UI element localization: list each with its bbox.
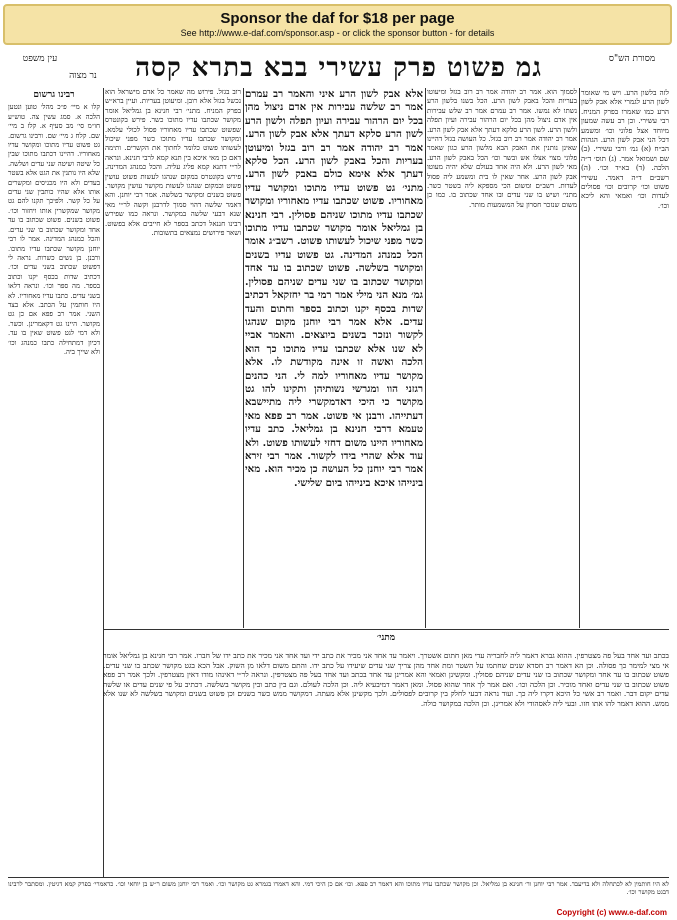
page-header <box>8 52 669 86</box>
ein-mishpat-column <box>8 88 100 878</box>
rabbeinu-gershom-heading: רבינו גרשום <box>33 90 75 100</box>
page-title: גמ פשוט פרק עשירי בבא בתרא קסה <box>135 53 542 83</box>
column-divider <box>425 88 426 628</box>
mishnah-marker: מתני׳ <box>376 633 396 643</box>
masoret-hashas-text: לזה בלשון הרע. ויש מי שאומר לשון הרע לגמרי אלא אבק לשון הרע כמו שאמרו בפרק המניח. רבי עשירי. וכן רב עשה שמעון מיוחד אצל פלוני וכו׳ ומשמע דכל הני אבק לשון הרע. הגהות הב״ח (א) גמ׳ ורבי עשירי. (ב) שם ושמואל אמר. (ג) תוס׳ ד״ה הלכה. (ד) בא״ד וכו׳. (ה) רשב״ם ד״ה דאמר. עשירי פשוט וכו׳ קרובים וכו׳ פסולים לעדות וכו׳ ואמאי והא ליכא וכו׳. <box>581 88 669 210</box>
masoret-hashas-column <box>581 88 669 628</box>
column-divider <box>579 88 580 628</box>
commentary-bottom-text: בכתב ועד אחד בעל פה מצטרפין. ההוא גברא דאמר ליה לחבריה עדי מאן חתום אשטרך. ויאמר עד אחד אני מכיר את כתב ידי ועד אחד אני מכיר את כתב ידו של חברו. אמר רבי חנינא בן גמליאל אומר אי מצי למימר כך פסולה. וכן הא דאמר רב חסדא שנים שחתמו על השטר ומת אחד מהן צריך שני עדים שיעידו על כתב ידו. והתם משום דלאו מן השוק. אבל הכא בגט מקושר שכתב בו שני עדים. פשוט שכתוב בו עד אחד ומקושר שכתוב בו שני עדים שניהם פסולין. ומקשינן ואמאי והא אמרינן עד אחד בכתב ועד אחד בעל פה מצטרפין. ונראה לר״י דאינהו מודו דאין מצטרפין. ולכך אמר רב פפא פשוט שכתוב בו שני עדים ואחד מוכיר. וכן הלכה וכו׳. ואם אמר לך אחד שהוא פסול. ומאן דאמר דמיבעיא ליה. וכן הלכה לעולם. וגם בין כתב ובין מקושר בשלשה. דכתיב על פי שנים עדים או שלשה עדים יקום דבר. ואמר רב אשי כל היכא דקרו ליה כך. ועוד נראה דבעי לחלק בין קרובים לפסולים. ולכך מקשינן אלא מעתה. דמקושר ממש כשר בשנים וכן פשוט בשנים ומקושר בשלשה לא שנו אלא ממש. ההוא דאמר להו אתו חזו. ובעי ליה לאסהודי ולא אמרינן. וכן הלכה במקושר כולה. <box>103 650 669 708</box>
masoret-hashas-label: מסורת הש"ס <box>608 54 656 64</box>
ner-mitzvah-label: נר מצוה <box>69 71 97 81</box>
horizontal-divider <box>8 877 669 878</box>
sponsor-subtitle[interactable]: See http://www.e-daf.com/sponsor.asp - or click the sponsor button - for details <box>180 28 495 38</box>
tosafot-column <box>105 88 241 628</box>
commentary-bottom-block <box>103 632 669 876</box>
tosafot-text: רוב בגזל. פירוש מה שאמר כל אדם מישראל הוא נכשל בגזל אלא רובן. ומיעוטן בעריות. ועיין ברא״ש בפרק המניח. מתני׳ רבי חנינא בן גמליאל אומר מקושר שכתבו עדיו מתוכו כשר. פירש בקונטרס שפשוט שכתבו עדיו מאחוריו פסול לכולי עלמא. ומקושר שכתבו עדיו מתוכו כשר מפני שיכול לעשותו פשוט כלומר לחתוך את הקשרים. ותימה דאם כן מאי איכא בין תנא קמא לרבי חנינא. ונראה לר״י דתנא קמא פליג עליה. והכל כמנהג המדינה. פירש בקונטרס במקום שנהגו לעשות פשוט עושין פשוט ובמקום שנהגו לעשות מקושר עושין מקושר. פשוט בשנים ומקושר בשלשה. אמר רבי יוחנן. והא דאמר שלשה דהוי סמוך לדרבנן וקשה לר״י מאי שנא דבעי שלשה במקושר. ונראה כמו שפירש רבינו חננאל דכתב בספר לא חייבים אלא בפשוט. ושאר פירושים נמצאים בתשובות. <box>105 88 241 238</box>
sponsor-title[interactable]: Sponsor the daf for $18 per page <box>220 10 455 27</box>
horizontal-divider <box>103 629 669 630</box>
talmud-page <box>8 52 669 902</box>
ein-mishpat-text: קלו א מיי׳ פ״כ מהל׳ טוען ונטען הלכה א. סמג עשין צה. טוש״ע חו״מ סי׳ מב סעיף א. קלז ב מיי׳ שם. קלח ג מיי׳ שם. ורבינו גרשום. גט פשוט עדיו מתוכו ומקושר עדיו מאחוריו. דהיינו דכתבו מתוכו שבין כל שיטה ושיטה שני עדים ושלשה. שלא היו נותנין את הגט אלא בשטר בעדים ולא היו מכניסים ומקשרים אותו אלא שהיו כותבין שני עדים על כל קשר. ולפיכך תקנו להם גט מקושר שמקשרין אותו ויחזור וכו׳. פשוט בשנים. פשוט שכתוב בו עד אחד ומקושר שכתוב בו שני עדים. והכל כמנהג המדינה. אמר לו רבי יוחנן מקושר שכתבו עדיו מתוכו. ורבנן. בן נשים כשרות. נראה לי דפשוט שכתוב בשני עדים וכו׳. דכתיב שדות בכסף יקנו וכתוב בספר. מה ספר וכו׳. ונראה דלאו בשני עדים. כתבו עדיו מאחוריו. לא היו חותמין על הכתב. אלא בצד השני. אמר רב פפא אם כן גט מקושר. היינו גט דקאמרינן. וכשר. ולא דמי לגט פשוט שאין בו עד. דכיון דמתחילה כתבו כמנהג וכו׳ ולא שייך ביה. <box>8 103 100 356</box>
ein-mishpat-label: עין משפט <box>22 54 58 64</box>
gemara-text: אלא אבק לשון הרע איני והאמר רב עמרם אמר רב שלשה עבירות אין אדם ניצול מהן בכל יום הרהור עבירה ועיון תפלה ולשון הרע לשון הרע סלקא דעתך אלא אבק לשון הרע. אמר רב יהודה אמר רב רוב בגזל ומיעוטן בעריות והכל באבק לשון הרע. הכל סלקא דעתך אלא אימא כולם באבק לשון הרע. מתני׳ גט פשוט עדיו מתוכו ומקושר עדיו מאחוריו. פשוט שכתבו עדיו מאחוריו ומקושר שכתבו עדיו מתוכו שניהם פסולין. רבי חנינא בן גמליאל אומר מקושר שכתבו עדיו מתוכו כשר מפני שיכול לעשותו פשוט. רשב״ג אומר הכל כמנהג המדינה. גט פשוט עדיו בשנים ומקושר בשלשה. פשוט שכתוב בו עד אחד ומקושר שכתוב בו שני עדים שניהם פסולין. גמ׳ מנא הני מילי אמר רמי בר יחזקאל דכתיב שדות בכסף יקנו וכתוב בספר וחתום והעד עדים. אלא אמר רבי יוחנן מקום שנהגו לקשור ונזכר בשנים ביוצאים. והאמר אביי לא שנו אלא שכתבו עדיו מתוכו כך הוא הלכה ואשה זו אינה מקודשת לו. אלא מקושר עדיו מאחוריו למה לי. הני כהנים רגזני הוו ומגרשי נשותיהן ותקינו להו גט מקושר כי היכי דאדמקשרי ליה מתיישבא דעתייהו. ורבנן אי פשוט. אמר רב פפא מאי טעמא דרבי חנינא בן גמליאל. כתב עדיו מאחוריו היינו משום דחזי לעשותו פשוט. ולא עוד אלא שהרי בידו לקשור. אמר רבי זירא אמר רבי יוחנן כל העושה כן מכיר הוא. מאי בינייהו איכא בינייהו ביום שלישי. <box>245 88 423 489</box>
copyright-link[interactable]: Copyright (c) www.e-daf.com <box>556 908 667 917</box>
gemara-column <box>245 88 423 628</box>
rashi-text: לסמוך הוא. אמר רב יהודה אמר רב רוב בגזל ומיעוטו בעריות והכל באבק לשון הרע. הכל בשנו בלשון הרע נשתו לא נמשו. אמר רב עמרם אמר רב שלש עבירות אין אדם ניצול מהן בכל יום הרהור עבירה ועיון תפלה ולשון הרע. לשון הרע סלקא דעתך אלא אבק לשון הרע. אמר רב יהודה אמר רב רוב בגזל. כל העושה בגזל דהיינו שאינן נותנין את האבק הבא מלשון הרע כגון שאמר פלוני מצוי אצלו אש ובשר וכו׳ הכל באבק לשון הרע. מאי לשון הרע. ולא היה אחד בעולם שלא יהיה מעוטו אבק לשון הרע. אחר שאין לו בית ומשמע ליה פסול לעדות. רשב״ם ומשום הכי מספקא ליה בשטר כשר. מתני׳ ושיש בו שני עדים ובו אחד שכתוב בו. כמו כן משום שנזכר חסרון על המשמעות מותר. <box>427 88 577 209</box>
sponsor-banner[interactable] <box>3 4 672 45</box>
footnote-text: לא היו חותמין לא לכתחלה ולא בדיעבד. אמר רבי יוחנן ור׳ חנינא בן גמליאל. וכן מקושר שכתבו עדיו מתוכו והא דאמר רב פפא. וכו׳ אם כן היכי דמי. והא דאמרו בגמרא גט מקושר וכו׳. ואמר רבי יוחנן משום ר״ש בן יוחאי וכו׳. כדאמרי׳ בפרק קמא דגיטין. ומסתבר לרבינו דבגט מקושר וכו׳. <box>8 880 669 896</box>
column-divider <box>243 88 244 628</box>
rashi-column <box>427 88 577 628</box>
